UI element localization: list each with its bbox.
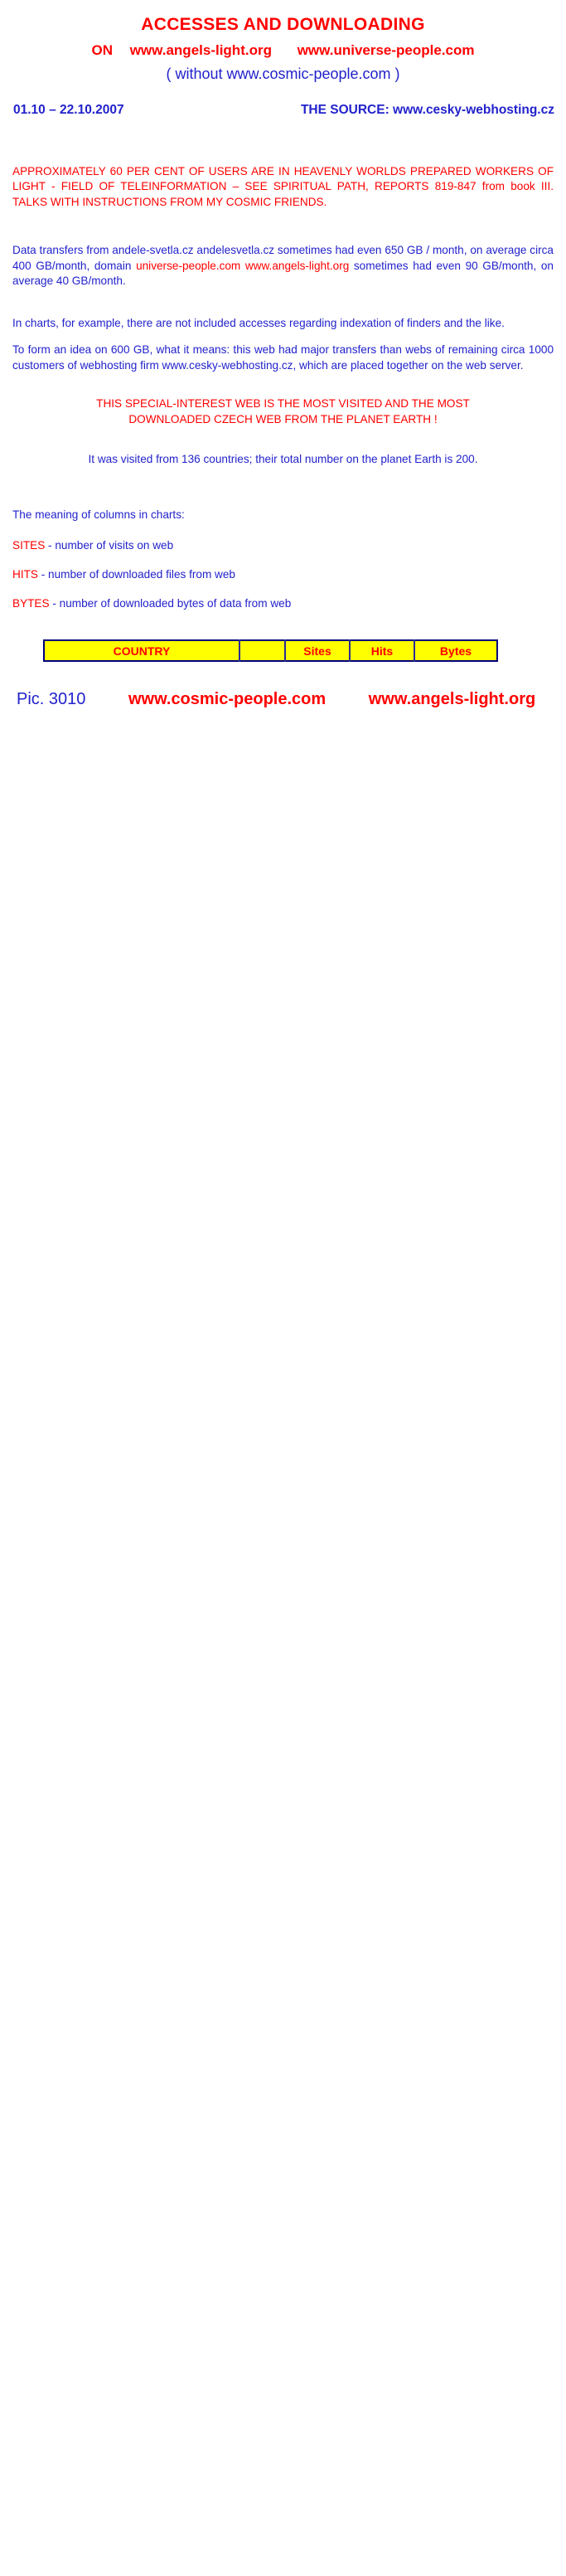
transfers-paragraph [12, 243, 554, 289]
intro-paragraph: APPROXIMATELY 60 PER CENT OF USERS ARE IN HEAVENLY WORLDS PREPARED WORKERS OF LIGHT - FIELD OF TELEINFORMATION – SEE SPIRITUAL PATH, REPORTS 819-847 from book III. TALKS WITH INSTRUCTIONS FROM MY COSMIC FRIENDS. [12, 165, 554, 208]
legend-sites [12, 539, 554, 552]
legend-sites-term: SITES [12, 539, 46, 552]
transfers-text-before: Data transfers from andele-svetla.cz andelesvetla.cz sometimes had even 650 GB / month, on average circa 400 GB/month, domain [12, 244, 554, 272]
country-column-header: COUNTRY [44, 640, 239, 661]
columns-meaning-line: The meaning of columns in charts: [12, 508, 185, 521]
meta-row [0, 103, 566, 118]
legend-bytes-desc: - number of downloaded bytes of data from web [49, 597, 292, 610]
idea-paragraph: To form an idea on 600 GB, what it means: this web had major transfers than webs of remaining circa 1000 customers of webhosting firm www.cesky-webhosting.cz, which are placed together on the web server. [12, 343, 554, 372]
legend-bytes [12, 597, 554, 610]
pic-number: Pic. 3010 [17, 690, 86, 709]
page-title: ACCESSES AND DOWNLOADING [141, 15, 425, 34]
legend-sites-desc: - number of visits on web [45, 539, 174, 552]
transfers-text-after: sometimes had even 90 GB/month, on average 40 GB/month. [12, 259, 554, 288]
angels-light-footer-link[interactable]: www.angels-light.org [368, 690, 536, 709]
table-header-row [44, 640, 497, 661]
page [0, 0, 566, 709]
subtitle-line [0, 42, 566, 59]
cosmic-people-footer-link[interactable]: www.cosmic-people.com [128, 690, 327, 709]
legend-hits-desc: - number of downloaded files from web [37, 568, 235, 581]
most-visited-banner: THIS SPECIAL-INTEREST WEB IS THE MOST VISITED AND THE MOST DOWNLOADED CZECH WEB FROM THE PLANET EARTH ! [96, 397, 470, 425]
bytes-column-header: Bytes [414, 640, 497, 661]
legend-bytes-term: BYTES [12, 597, 50, 610]
without-line: ( without www.cosmic-people.com ) [166, 66, 400, 82]
sites-column-header: Sites [285, 640, 350, 661]
footer [17, 690, 566, 709]
legend-hits [12, 568, 554, 581]
transfers-domains: universe-people.com www.angels-light.org [136, 259, 350, 272]
date-range: 01.10 – 22.10.2007 [13, 103, 124, 117]
universe-people-link[interactable]: www.universe-people.com [297, 42, 475, 58]
source-link[interactable]: THE SOURCE: www.cesky-webhosting.cz [300, 103, 554, 117]
code-column-header [239, 640, 285, 661]
legend-hits-term: HITS [12, 568, 38, 581]
charts-note-paragraph: In charts, for example, there are not included accesses regarding indexation of finders and the like. [12, 316, 505, 329]
on-label: ON [91, 42, 113, 58]
countries-count-line: It was visited from 136 countries; their total number on the planet Earth is 200. [88, 453, 478, 466]
country-table [43, 639, 498, 662]
angels-light-link[interactable]: www.angels-light.org [129, 42, 272, 58]
hits-column-header: Hits [350, 640, 414, 661]
